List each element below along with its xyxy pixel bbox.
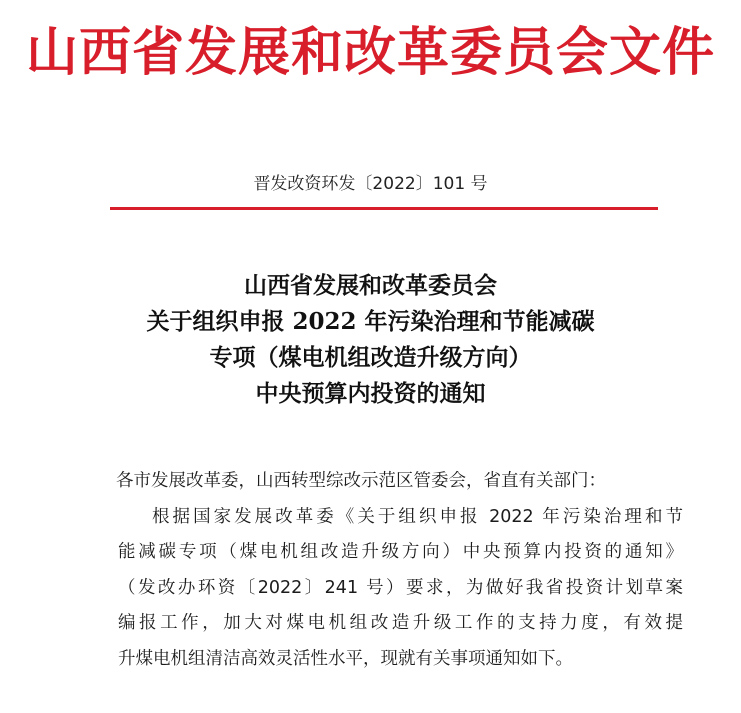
document-title: [0, 268, 741, 412]
document-number: 晋发改资环发〔2022〕101 号: [253, 174, 488, 194]
paragraph-line-3: （发改办环资〔2022〕241 号）要求，为做好我省投资计划草案: [118, 577, 683, 598]
title-line-1: 山西省发展和改革委员会: [244, 272, 497, 299]
org-header-title: 山西省发展和改革委员会文件: [25, 22, 715, 83]
paragraph-line-2: 能减碳专项（煤电机组改造升级方向）中央预算内投资的通知》: [118, 542, 683, 563]
paragraph-line-4: 编报工作，加大对煤电机组改造升级工作的支持力度，有效提: [118, 613, 683, 634]
paragraph-line-1: 根据国家发展改革委《关于组织申报 2022 年污染治理和节: [152, 506, 683, 527]
paragraph-line-5: 升煤电机组清洁高效灵活性水平，现就有关事项通知如下。: [118, 648, 573, 669]
title-line-4: 中央预算内投资的通知: [255, 380, 486, 407]
salutation: 各市发展改革委，山西转型综改示范区管委会，省直有关部门：: [116, 471, 606, 491]
red-divider-line: [110, 207, 658, 210]
title-line-2: 关于组织申报 2022 年污染治理和节能减碳: [146, 308, 595, 335]
body-text: [118, 464, 683, 678]
title-line-3: 专项（煤电机组改造升级方向）: [209, 344, 532, 371]
